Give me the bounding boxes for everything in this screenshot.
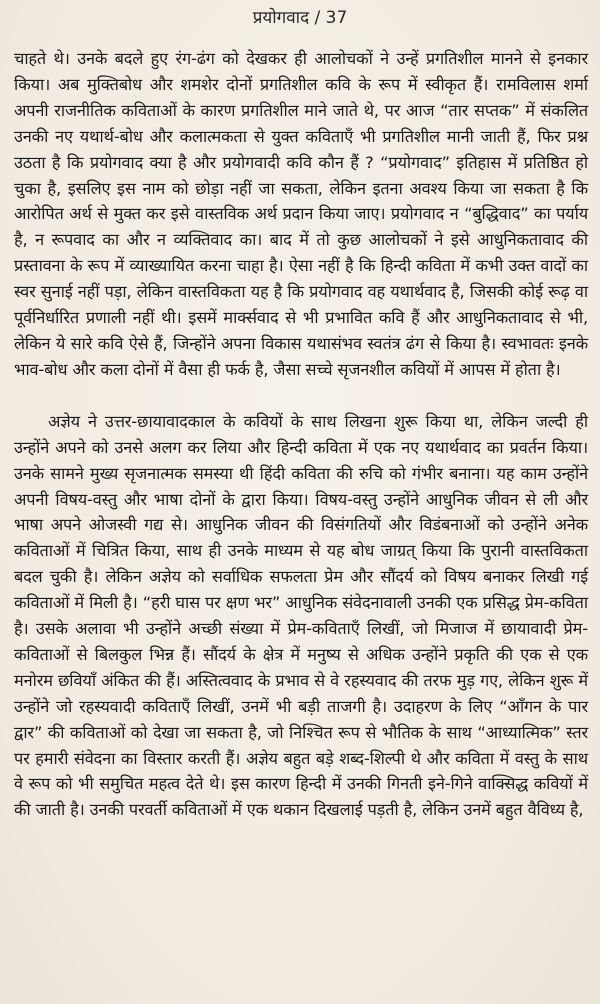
body-text <box>14 46 588 823</box>
paragraph-2: अज्ञेय ने उत्तर-छायावादकाल के कवियों के साथ लिखना शुरू किया था, लेकिन जल्दी ही उन्होंने अपने को उनसे अलग कर लिया और हिन्दी कविता में एक नए यथार्थवाद का प्रवर्तन किया। उनके सामने मुख्य सृजनात्मक समस्या थी हिंदी कविता की रुचि को गंभीर बनाना। यह काम उन्होंने अपनी विषय-वस्तु और भाषा दोनों के द्वारा किया। विषय-वस्तु उन्होंने आधुनिक जीवन से ली और भाषा अपने ओजस्वी गद्य से। आधुनिक जीवन की विसंगतियों और विडंबनाओं को उन्होंने अनेक कविताओं में चित्रित किया, साथ ही उनके माध्यम से यह बोध जाग्रत् किया कि पुरानी वास्तविकता बदल चुकी है। लेकिन अज्ञेय को सर्वाधिक सफलता प्रेम और सौंदर्य को विषय बनाकर लिखी गई कविताओं में मिली है। “हरी घास पर क्षण भर” आधुनिक संवेदनावाली उनकी एक प्रसिद्ध प्रेम-कविता है। उसके अलावा भी उन्होंने अच्छी संख्या में प्रेम-कविताएँ लिखीं, जो मिजाज में छायावादी प्रेम-कविताओं से बिलकुल भिन्न हैं। सौंदर्य के क्षेत्र में मनुष्य से अधिक उन्होंने प्रकृति की एक से एक मनोरम छवियाँ अंकित की हैं। अस्तित्ववाद के प्रभाव से वे रहस्यवाद की तरफ मुड़ गए, लेकिन शुरू में उन्होंने जो रहस्यवादी कविताएँ लिखीं, उनमें भी बड़ी ताजगी है। उदाहरण के लिए “आँगन के पार द्वार” की कविताओं को देखा जा सकता है, जो निश्चित रूप से भौतिक के साथ “आध्यात्मिक” स्तर पर हमारी संवेदना का विस्तार करती हैं। अज्ञेय बहुत बड़े शब्द-शिल्पी थे और कविता में वस्तु के साथ वे रूप को भी समुचित महत्व देते थे। इस कारण हिन्दी में उनकी गिनती इने-गिने वाक्सिद्ध कवियों में की जाती है। उनकी परवर्ती कविताओं में एक थकान दिखलाई पड़ती है, लेकिन उनमें बहुत वैविध्य है, <box>14 411 588 820</box>
paragraph-1: चाहते थे। उनके बदले हुए रंग-ढंग को देखकर ही आलोचकों ने उन्हें प्रगतिशील मानने से इनकार किया। अब मुक्तिबोध और शमशेर दोनों प्रगतिशील कवि के रूप में स्वीकृत हैं। रामविलास शर्मा अपनी राजनीतिक कविताओं के कारण प्रगतिशील माने जाते थे, पर आज “तार सप्तक” में संकलित उनकी नए यथार्थ-बोध और कलात्मकता से युक्त कविताएँ भी प्रगतिशील मानी जाती हैं, फिर प्रश्न उठता है कि प्रयोगवाद क्या है और प्रयोगवादी कवि कौन हैं ? “प्रयोगवाद” इतिहास में प्रतिष्ठित हो चुका है, इसलिए इस नाम को छोड़ा नहीं जा सकता, लेकिन इतना अवश्य किया जा सकता है कि आरोपित अर्थ से मुक्त कर इसे वास्तविक अर्थ प्रदान किया जाए। प्रयोगवाद न “बुद्धिवाद” का पर्याय है, न रूपवाद का और न व्यक्तिवाद का। बाद में तो कुछ आलोचकों ने इसे आधुनिकतावाद की प्रस्तावना के रूप में व्याख्यायित करना चाहा है। ऐसा नहीं है कि हिन्दी कविता में कभी उक्त वादों का स्वर सुनाई नहीं पड़ा, लेकिन वास्तविकता यह है कि प्रयोगवाद वह यथार्थवाद है, जिसकी कोई रूढ़ वा पूर्वनिर्धारित प्रणाली नहीं थी। इसमें मार्क्सवाद से भी प्रभावित कवि हैं और आधुनिकतावाद से भी, लेकिन ये सारे कवि ऐसे हैं, जिन्होंने अपना विकास यथासंभव स्वतंत्र ढंग से किया है। स्वभावतः इनके भाव-बोध और कला दोनों में वैसा ही फर्क है, जैसा सच्चे सृजनशील कवियों में आपस में होता है। <box>14 49 588 379</box>
running-head: प्रयोगवाद / 37 <box>252 8 348 28</box>
